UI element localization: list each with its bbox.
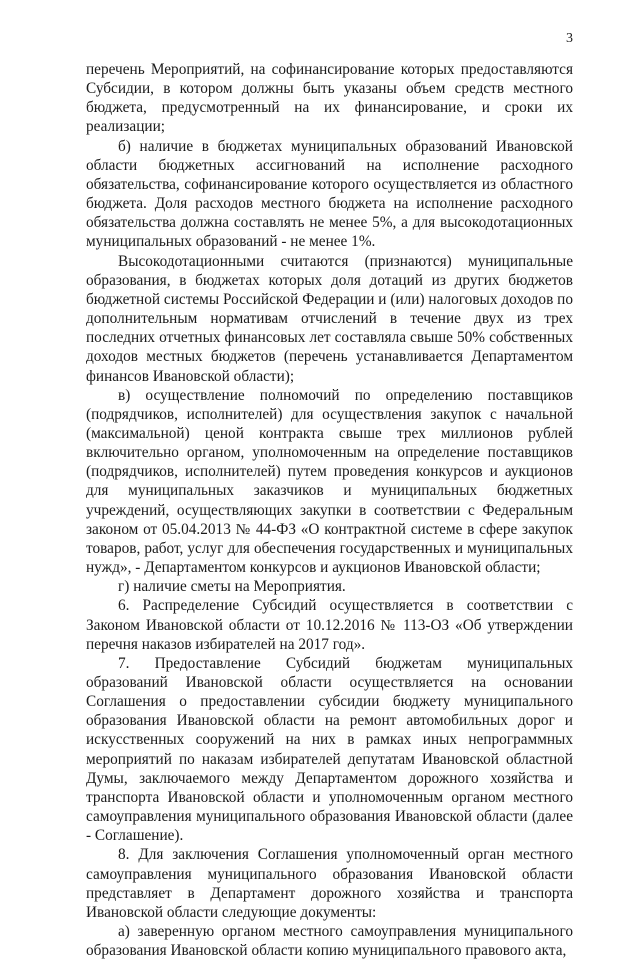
paragraph-continuation: перечень Мероприятий, на софинансирование которых предоставляются Субсидии, в котором должны быть указаны объем средств местного бюджета, предусмотренный на их финансирование, и сроки их реализации; — [86, 61, 573, 136]
paragraph-item-a: а) заверенную органом местного самоуправления муниципального образования Ивановской области копию муниципального правового акта, — [86, 923, 573, 960]
body-text — [86, 60, 573, 960]
paragraph-item-b: б) наличие в бюджетах муниципальных образований Ивановской области бюджетных ассигнований на исполнение расходного обязательства, софинансирование которого осуществляется из областного бюджета. Доля расходов местного бюджета на исполнение расходного обязательства должна составлять не менее 5%, а для высокодотационных муниципальных образований - не менее 1%. — [86, 137, 573, 251]
paragraph-clause-6: 6. Распределение Субсидий осуществляется в соответствии с Законом Ивановской области от 10.12.2016 № 113-ОЗ «Об утверждении перечня наказов избирателей на 2017 год». — [86, 597, 573, 653]
paragraph-clause-8: 8. Для заключения Соглашения уполномоченный орган местного самоуправления муниципального образования Ивановской области представляет в Департамент дорожного хозяйства и транспорта Ивановской области следующие документы: — [86, 846, 573, 921]
paragraph-clause-7: 7. Предоставление Субсидий бюджетам муниципальных образований Ивановской области осуществляется на основании Соглашения о предоставлении субсидии бюджету муниципального образования Ивановской области на ремонт автомобильных дорог и искусственных сооружений на них в рамках иных непрограммных мероприятий по наказам избирателей депутатам Ивановской областной Думы, заключаемого между Департаментом дорожного хозяйства и транспорта Ивановской области и уполномоченным органом местного самоуправления муниципального образования Ивановской области (далее - Соглашение). — [86, 654, 573, 845]
paragraph-high-subsidy-definition: Высокодотационными считаются (признаются) муниципальные образования, в бюджетах которых доля дотаций из других бюджетов бюджетной системы Российской Федерации и (или) налоговых доходов по дополнительным нормативам отчислений в течение двух из трех последних отчетных финансовых лет составляла свыше 50% собственных доходов местных бюджетов (перечень устанавливается Департаментом финансов Ивановской области); — [86, 252, 573, 385]
page-number: 3 — [566, 31, 573, 46]
paragraph-item-v: в) осуществление полномочий по определению поставщиков (подрядчиков, исполнителей) для осуществления закупок с начальной (максимальной) ценой контракта свыше трех миллионов рублей включительно органом, уполномоченным на определение поставщиков (подрядчиков, исполнителей) путем проведения конкурсов и аукционов для муниципальных заказчиков и муниципальных бюджетных учреждений, осуществляющих закупки в соответствии с Федеральным законом от 05.04.2013 № 44-ФЗ «О контрактной системе в сфере закупок товаров, работ, услуг для обеспечения государственных и муниципальных нужд», - Департаментом конкурсов и аукционов Ивановской области; — [86, 386, 573, 577]
paragraph-item-g: г) наличие сметы на Мероприятия. — [118, 578, 346, 596]
